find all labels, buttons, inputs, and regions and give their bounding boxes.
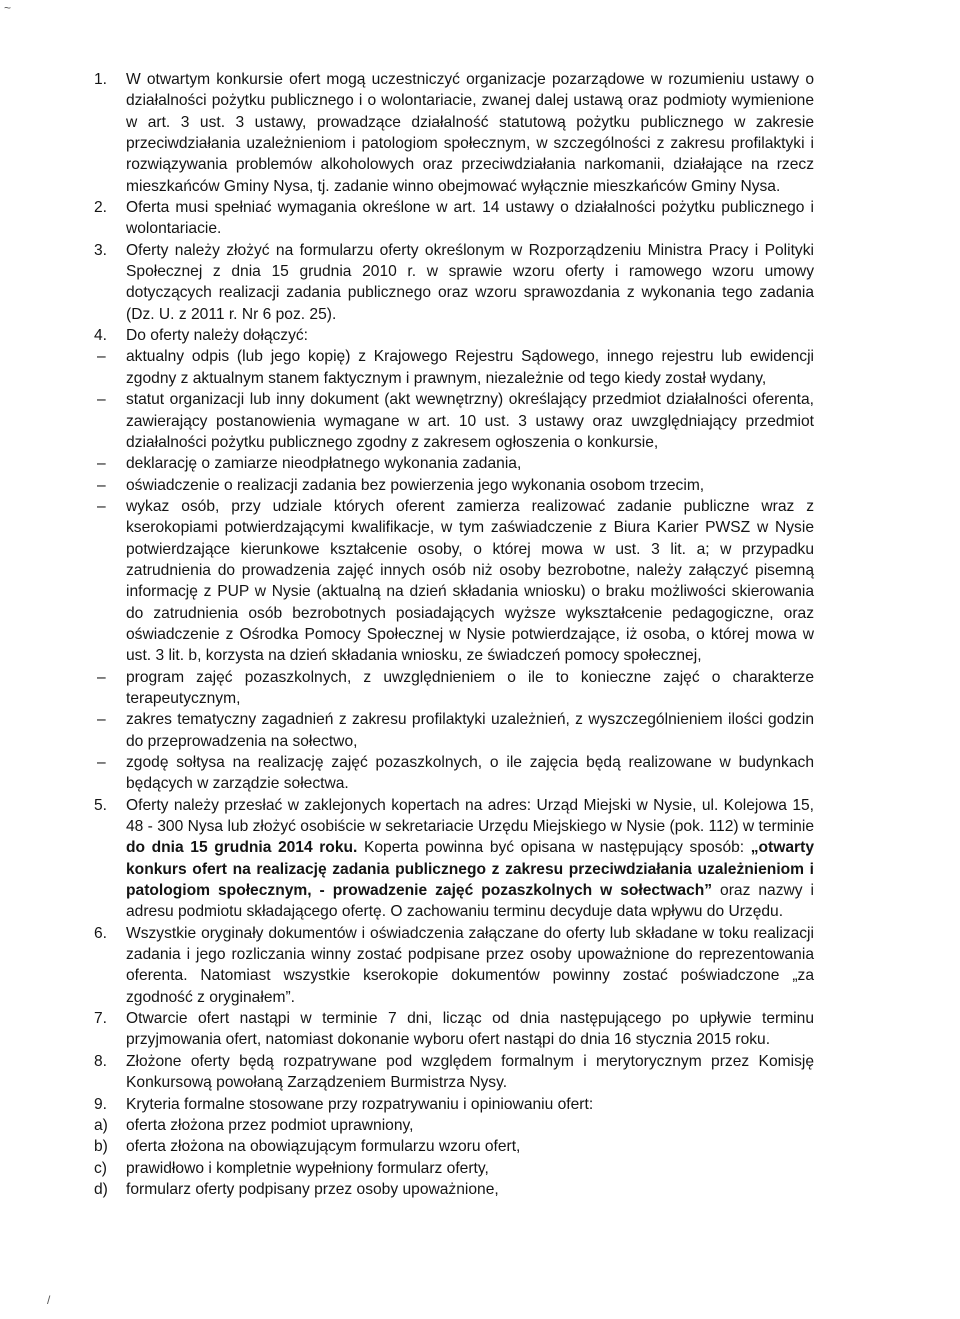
attachment-item: – wykaz osób, przy udziale których oferent zamierza realizować zadanie publiczne wraz z kserokopiami potwierdzającymi kwalifikacje, w tym zaświadczenie z Biura Karier PWSZ w Nysie potwierdzające kierunkowe kształcenie osoby, o której mowa w ust. 3 lit. a; w przypadku zatrudnienia do prowadzenia zajęć innych osób niż osoby bezrobotne, należy załączyć pisemną informację z PUP w Nysie (aktualną na dzień składania wniosku) o braku możliwości skierowania do zatrudnienia osób bezrobotnych posiadających wyższe wykształcenie pedagogiczne, oraz oświadczenie z Ośrodka Pomocy Społecznej w Nysie potwierdzające, iż osoba, o której mowa w ust. 3 lit. b, korzysta na dzień składania wniosku, ze świadczeń pomocy społecznej, — [97, 497, 814, 665]
attachment-item: – deklarację o zamiarze nieodpłatnego wykonania zadania, — [94, 453, 814, 474]
criteria-letter: d) — [94, 1180, 108, 1198]
item-number: 7. — [94, 1010, 108, 1028]
criteria-item-c — [94, 1158, 814, 1179]
attachment-item: – aktualny odpis (lub jego kopię) z Krajowego Rejestru Sądowego, innego rejestru lub ewidencji zgodny z aktualnym stanem faktycznym i prawnym, niezależnie od tego kiedy został wydany, — [97, 348, 814, 387]
criteria-letter: c) — [94, 1159, 107, 1177]
dash-bullet: – — [97, 476, 106, 494]
attachment-item: – oświadczenie o realizacji zadania bez powierzenia jego wykonania osobom trzecim, — [94, 475, 814, 496]
criteria-item-b — [94, 1136, 814, 1157]
item-text-part: Koperta powinna być opisana w następujący sposób: — [357, 839, 751, 857]
list-item-9 — [94, 1094, 814, 1115]
envelope-label: „otwarty konkurs ofert na realizację zadania publicznego z zakresu przeciwdziałania uzależnieniom i patologiom społecznym, - prowadzenie zajęć pozaszkolnych w sołectwach” — [126, 839, 814, 900]
item-number: 8. — [94, 1052, 108, 1070]
item-text: Kryteria formalne stosowane przy rozpatrywaniu i opiniowaniu ofert: — [126, 1095, 594, 1113]
criteria-text: formularz oferty podpisany przez osoby upoważnione, — [126, 1180, 499, 1198]
item-text: Złożone oferty będą rozpatrywane pod względem formalnym i merytorycznym przez Komisję Konkursową powołaną Zarządzeniem Burmistrza Nysy. — [126, 1052, 814, 1092]
item-number: 5. — [94, 796, 108, 814]
item-text: Wszystkie oryginały dokumentów i oświadczenia załączane do oferty lub składane w toku realizacji zadania i jego rozliczania winny zostać podpisane przez osoby upoważnione do reprezentowania oferenta. Natomiast wszystkie kserokopie dokumentów powinny zostać poświadczone „za zgodność z oryginałem”. — [126, 924, 814, 1006]
attachment-item: – statut organizacji lub inny dokument (akt wewnętrzny) określający przedmiot działalności oferenta, zawierający postanowienia wymagane w art. 10 ust. 3 ustawy oraz uwzględniający przedmiot działalności pożytku publicznego zgodny z zakresem ogłoszenia o konkursie, — [97, 391, 814, 451]
item-number: 6. — [94, 924, 108, 942]
item-text: Oferty należy złożyć na formularzu oferty określonym w Rozporządzeniu Ministra Pracy i Polityki Społecznej z dnia 15 grudnia 2010 r. w sprawie wzoru oferty i ramowego wzoru umowy dotyczących realizacji zadania publicznego oraz wzoru sprawozdania z wykonania tego zadania (Dz. U. z 2011 r. Nr 6 poz. 25). — [126, 241, 814, 323]
item-number: 4. — [94, 327, 108, 345]
scan-mark-bottom-left: / — [47, 1293, 51, 1307]
dash-bullet: – — [97, 754, 106, 771]
item-text: Do oferty należy dołączyć: — [126, 327, 309, 345]
item-number: 3. — [94, 241, 108, 259]
criteria-text: prawidłowo i kompletnie wypełniony formularz oferty, — [126, 1159, 489, 1177]
criteria-letter: b) — [94, 1138, 108, 1156]
list-item-5 — [94, 795, 814, 923]
dash-bullet: – — [97, 668, 106, 686]
list-item-1 — [94, 69, 814, 197]
criteria-text: oferta złożona przez podmiot uprawniony, — [126, 1116, 414, 1134]
item-text: W otwartym konkursie ofert mogą uczestniczyć organizacje pozarządowe w rozumieniu ustawy o działalności pożytku publicznego i o wolontariacie, zwanej dalej ustawą oraz podmioty wymienione w art. 3 ust. 3 ustawy, prowadzące działalność statutową pożytku publicznego w zakresie przeciwdziałania uzależnieniom i patologiom społecznym, w szczególności z zakresu profilaktyki i rozwiązywania problemów alkoholowych oraz przeciwdziałania narkomanii, działające na rzecz mieszkańców Gminy Nysa, tj. zadanie winno obejmować wyłącznie mieszkańców Gminy Nysa. — [126, 71, 814, 195]
item-text-part: Oferty należy przesłać w zaklejonych kopertach na adres: Urząd Miejski w Nysie, ul. Kolejowa 15, 48 - 300 Nysa lub złożyć osobiście w sekretariacie Urzędu Miejskiego w Nysie (pok. 112) w terminie — [126, 796, 814, 836]
list-item-3 — [94, 240, 814, 325]
item-text-part: oraz nazwy i adresu podmiotu składającego ofertę. O zachowaniu terminu decyduje data wpływu do Urzędu. — [126, 882, 814, 921]
attachments-list — [94, 346, 814, 794]
criteria-item-a — [94, 1115, 814, 1136]
list-item-7 — [94, 1008, 814, 1051]
dash-bullet: – — [97, 455, 106, 473]
dash-bullet: – — [97, 497, 106, 515]
deadline-text: do dnia 15 grudnia 2014 roku. — [126, 839, 358, 857]
criteria-text: oferta złożona na obowiązującym formularzu wzoru ofert, — [126, 1138, 521, 1156]
item-number: 1. — [94, 71, 108, 88]
list-item-6 — [94, 923, 814, 1008]
attachment-item: – program zajęć pozaszkolnych, z uwzględnieniem o ile to konieczne zajęć o charakterze terapeutycznym, — [97, 668, 814, 707]
list-item-8 — [94, 1051, 814, 1094]
dash-bullet: – — [97, 711, 106, 729]
criteria-item-d — [94, 1179, 814, 1200]
criteria-letter: a) — [94, 1116, 108, 1134]
list-item-2 — [94, 197, 814, 240]
list-item-4 — [94, 325, 814, 346]
scan-mark-top-left: ~ — [4, 1, 12, 15]
attachment-item: – zgodę sołtysa na realizację zajęć pozaszkolnych, o ile zajęcia będą realizowane w budynkach będących w zarządzie sołectwa. — [97, 754, 814, 793]
document-body — [94, 69, 814, 1200]
dash-bullet: – — [97, 348, 106, 366]
item-text: Oferta musi spełniać wymagania określone w art. 14 ustawy o działalności pożytku publicznego i wolontariacie. — [126, 199, 814, 238]
item-text: Otwarcie ofert nastąpi w terminie 7 dni, licząc od dnia następującego po upływie terminu przyjmowania ofert, natomiast dokonanie wyboru ofert nastąpi do dnia 16 stycznia 2015 roku. — [126, 1010, 814, 1049]
item-number: 2. — [94, 199, 108, 217]
dash-bullet: – — [97, 391, 106, 409]
attachment-item: – zakres tematyczny zagadnień z zakresu profilaktyki uzależnień, z wyszczególnieniem ilości godzin do przeprowadzenia na sołectwo, — [97, 711, 814, 750]
item-number: 9. — [94, 1095, 108, 1113]
